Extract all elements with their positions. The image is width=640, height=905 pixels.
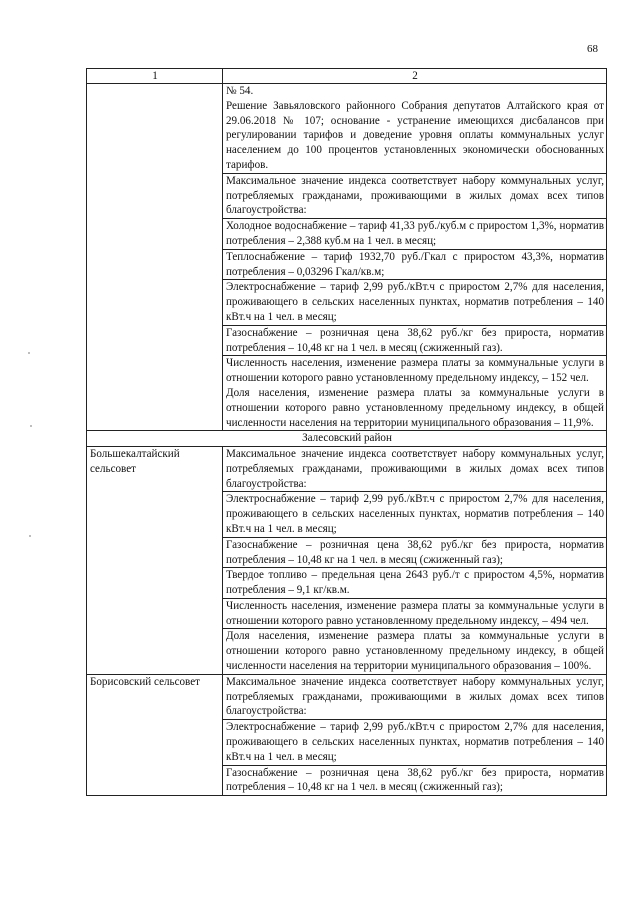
row-label [87,84,223,431]
scan-speck [28,352,30,354]
index-paragraph: Максимальное значение индекса соответствует набору коммунальных услуг, потребляемых гражданами, проживающими в жилых домах всех типов благоустройства: [223,174,606,219]
solid-fuel-paragraph: Твердое топливо – предельная цена 2643 руб./т с приростом 4,5%, норматив потребления – 9,1 кг/кв.м. [223,568,606,599]
table-row [87,446,607,674]
gas-paragraph: Газоснабжение – розничная цена 38,62 руб./кг без прироста, норматив потребления – 10,48 кг на 1 чел. в месяц (сжиженный газ); [223,538,606,569]
section-title: Залесовский район [87,431,607,447]
index-paragraph: Максимальное значение индекса соответствует набору коммунальных услуг, потребляемых гражданами, проживающими в жилых домах всех типов благоустройства: [223,447,606,492]
row-content [223,674,607,795]
electricity-paragraph: Электроснабжение – тариф 2,99 руб./кВт.ч с приростом 2,7% для населения, проживающего в сельских населенных пунктах, норматив потребления – 140 кВт.ч на 1 чел. в месяц; [223,492,606,537]
scan-speck [30,425,32,427]
row-content [223,446,607,674]
document-table [86,68,607,796]
row-label: Большекалтайский сельсовет [87,446,223,674]
population-count-paragraph: Численность населения, изменение размера платы за коммунальные услуги в отношении которого равно установленному предельному индексу, – 152 чел. [226,357,604,385]
row-content [223,84,607,431]
gas-paragraph: Газоснабжение – розничная цена 38,62 руб./кг без прироста, норматив потребления – 10,48 кг на 1 чел. в месяц (сжиженный газ). [223,326,606,357]
population-share-paragraph: Доля населения, изменение размера платы за коммунальные услуги в отношении которого равно установленному предельному индексу, в общей численности населения на территории муниципального образования – 100%. [226,630,604,673]
scan-speck [29,535,31,537]
decision-paragraph: № 54. Решение Завьяловского районного Собрания депутатов Алтайского края от 29.06.2018 № 107; основание - устранение имеющихся дисбалансов при регулировании тарифов и доведение уровня оплаты коммунальных услуг населением до 100 процентов установленных экономически обоснованных тарифов. [223,84,606,174]
table-row [87,674,607,795]
section-row [87,431,607,447]
gas-paragraph: Газоснабжение – розничная цена 38,62 руб./кг без прироста, норматив потребления – 10,48 кг на 1 чел. в месяц (сжиженный газ); [226,766,604,794]
population-count-paragraph: Численность населения, изменение размера платы за коммунальные услуги в отношении которого равно установленному предельному индексу, – 494 чел. [223,599,606,630]
cold-water-paragraph: Холодное водоснабжение – тариф 41,33 руб./куб.м с приростом 1,3%, норматив потребления – 2,388 куб.м на 1 чел. в месяц; [223,219,606,250]
index-paragraph: Максимальное значение индекса соответствует набору коммунальных услуг, потребляемых гражданами, проживающими в жилых домах всех типов благоустройства: [223,675,606,720]
heating-paragraph: Теплоснабжение – тариф 1932,70 руб./Гкал с приростом 43,3%, норматив потребления – 0,03296 Гкал/кв.м; [223,250,606,281]
table-row [87,84,607,431]
column-header-2: 2 [223,69,607,84]
column-header-1: 1 [87,69,223,84]
population-share-paragraph: Доля населения, изменение размера платы за коммунальные услуги в отношении которого равно установленному предельному индексу, в общей численности населения на территории муниципального образования – 11,9%. [226,386,604,429]
row-label: Борисовский сельсовет [87,674,223,795]
electricity-paragraph: Электроснабжение – тариф 2,99 руб./кВт.ч с приростом 2,7% для населения, проживающего в сельских населенных пунктах, норматив потребления – 140 кВт.ч на 1 чел. в месяц; [223,280,606,325]
table-header-row [87,69,607,84]
page-number: 68 [587,43,598,55]
electricity-paragraph: Электроснабжение – тариф 2,99 руб./кВт.ч с приростом 2,7% для населения, проживающего в сельских населенных пунктах, норматив потребления – 140 кВт.ч на 1 чел. в месяц; [223,720,606,765]
